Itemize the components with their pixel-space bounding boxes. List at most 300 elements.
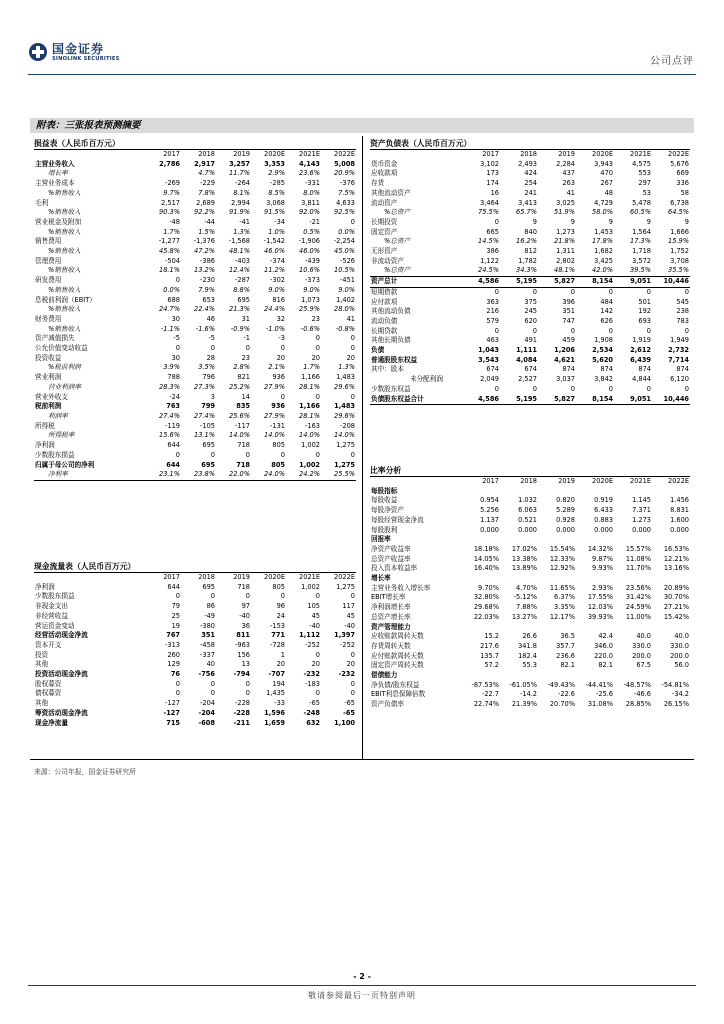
cell-value: 4,621 [554, 355, 575, 364]
cell-value: 13.16% [663, 564, 689, 573]
row-label: 主营业务成本 [35, 179, 75, 188]
cell-value: 1,002 [301, 441, 320, 450]
cell-value: 0 [175, 450, 180, 459]
cell-value: 31.42% [625, 593, 651, 602]
table-row [370, 652, 690, 662]
cell-value: -313 [165, 640, 180, 649]
cell-value: 1,483 [334, 402, 355, 411]
cell-value: 9.93% [592, 564, 613, 573]
cell-value: -40 [344, 621, 355, 630]
cell-empty [614, 623, 652, 633]
cell-value: 64.5% [668, 208, 689, 217]
cell-value: 5.289 [556, 506, 575, 515]
cell-value: 0 [350, 344, 355, 353]
cell-value: -1 [243, 334, 250, 343]
cell-value: 1.456 [670, 496, 689, 505]
cell-value: -131 [270, 421, 285, 430]
cell-value: 129 [167, 660, 180, 669]
cell-value: 644 [167, 582, 180, 591]
cell-value: 2.1% [268, 363, 285, 372]
cell-value: 4.70% [516, 583, 537, 592]
cell-value: 174 [486, 179, 499, 188]
header-blank [370, 150, 462, 160]
cell-value: 695 [201, 460, 215, 469]
cell-value: 32.80% [473, 593, 499, 602]
cell-value: 1,275 [334, 460, 355, 469]
row-label: 营业外收支 [35, 392, 68, 401]
cell-value: 12.33% [549, 554, 575, 563]
cell-value: 17.3% [630, 237, 651, 246]
row-label: 负债股东权益合计 [370, 395, 462, 405]
year-header: 2017 [163, 573, 180, 581]
cell-value: 0 [210, 679, 215, 688]
table-row [34, 631, 356, 641]
table-row [370, 287, 690, 297]
row-label: 现金净流量 [35, 718, 68, 727]
cell-value: 17.8% [592, 237, 613, 246]
cell-value: -229 [200, 179, 215, 188]
cell-value: -46.6 [633, 690, 651, 699]
cell-value: 718 [237, 582, 250, 591]
row-label: 债权募资 [35, 689, 62, 698]
cell-value: -756 [198, 670, 215, 679]
table-row [370, 555, 690, 565]
cell-value: 1,112 [299, 631, 320, 640]
cell-value: -458 [200, 640, 215, 649]
cell-value: 65.7% [516, 208, 537, 217]
cell-value: 0 [350, 592, 355, 601]
cell-value: 1,002 [301, 582, 320, 591]
cell-value: 2,612 [630, 346, 651, 355]
cell-value: 0 [315, 450, 320, 459]
cell-value: -153 [270, 621, 285, 630]
table-row [34, 160, 356, 170]
row-label: 营业利润 [35, 373, 62, 382]
cell-value: 21.3% [229, 305, 250, 314]
table-row [34, 257, 356, 267]
row-label: 回报率 [371, 535, 391, 544]
cell-value: 0 [350, 392, 355, 401]
cell-value: 1,453 [594, 227, 613, 236]
cell-value: 86 [206, 602, 215, 611]
row-label: 普通股股东权益 [371, 355, 418, 364]
cell-value: 217.6 [480, 641, 499, 650]
cell-value: -608 [198, 718, 215, 727]
cell-empty [500, 487, 538, 497]
cell-value: -65 [343, 708, 355, 717]
row-label: EBIT利息保障倍数 [371, 690, 426, 699]
cell-value: 14.0% [264, 431, 285, 440]
cell-value: 6,439 [630, 355, 651, 364]
row-label: 长期贷款 [371, 326, 398, 335]
cell-value: 579 [486, 316, 499, 325]
cell-value: 23.1% [146, 470, 181, 480]
table-row [34, 602, 356, 612]
cell-value: 1,718 [632, 247, 651, 256]
table-row [34, 315, 356, 325]
cell-value: -211 [233, 718, 250, 727]
cell-value: 6.063 [518, 506, 537, 515]
table-row [370, 603, 690, 613]
income-statement-title: 损益表（人民币百万元） [34, 138, 356, 150]
cell-value: 1,949 [670, 336, 689, 345]
cell-value: 0.883 [594, 515, 613, 524]
cell-value: 0 [315, 334, 320, 343]
cell-value: 1,166 [301, 373, 320, 382]
cell-value: -34 [274, 217, 285, 226]
row-label: 负债 [371, 346, 385, 355]
cell-value: 763 [166, 402, 180, 411]
cell-value: 3,543 [478, 355, 499, 364]
cell-value: 835 [236, 402, 250, 411]
cell-value: 357.7 [556, 641, 575, 650]
cell-value: 330.0 [632, 641, 651, 650]
cell-value: -248 [303, 708, 320, 717]
cell-value: 2.8% [233, 363, 250, 372]
table-row [370, 247, 690, 257]
table-row [370, 632, 690, 642]
cell-value: 788 [167, 373, 180, 382]
cell-value: 27.4% [159, 411, 180, 420]
row-label: 存货 [371, 179, 385, 188]
cell-value: 1,002 [299, 460, 320, 469]
cell-value: 10.6% [299, 266, 320, 275]
row-label: 非经营收益 [35, 611, 68, 620]
cell-value: 24.2% [286, 470, 321, 480]
cell-value: 200.0 [632, 651, 651, 660]
table-row [34, 422, 356, 432]
cell-value: 26.15% [663, 700, 689, 709]
cell-value: 1,043 [478, 346, 499, 355]
cell-value: 0 [280, 344, 285, 353]
header-blank [370, 477, 462, 487]
cell-value: 26.6 [522, 632, 537, 641]
table-row [34, 296, 356, 306]
cell-value: 1.0% [268, 227, 285, 236]
table-row [370, 336, 690, 346]
cell-value: 13.1% [194, 431, 215, 440]
cell-value: -33 [274, 699, 285, 708]
row-label: 净负债/股东权益 [371, 680, 420, 689]
cell-value: -228 [233, 708, 250, 717]
cell-value: 39.93% [587, 612, 613, 621]
year-header: 2022E [334, 150, 355, 158]
year-header: 2018 [520, 477, 537, 485]
cell-value: -232 [338, 670, 355, 679]
year-header: 2019 [233, 573, 250, 581]
cell-value: 805 [272, 441, 285, 450]
table-row [34, 402, 356, 412]
cell-value: 28 [206, 353, 215, 362]
row-label: 流动资产 [371, 198, 398, 207]
cell-value: 620 [524, 316, 537, 325]
table-row [34, 383, 356, 393]
cell-value: 14.0% [334, 431, 355, 440]
cell-value: 3,943 [594, 159, 613, 168]
cell-value: 40 [206, 660, 215, 669]
row-label: 归属于母公司的净利 [35, 460, 95, 469]
cell-value: 60.5% [630, 208, 651, 217]
cell-value: 14.5% [478, 237, 499, 246]
cell-value: 13.2% [194, 266, 215, 275]
cell-value: 67.5 [636, 661, 651, 670]
table-row [370, 179, 690, 189]
cell-value: -44.41% [585, 680, 613, 689]
year-header: 2019 [558, 150, 575, 158]
cell-value: 0 [175, 689, 180, 698]
cell-value: 30.70% [663, 593, 689, 602]
cell-value: -49.43% [547, 680, 575, 689]
cell-value: 5,478 [632, 198, 651, 207]
cell-value: 0 [245, 679, 250, 688]
cell-value: 3,353 [264, 159, 285, 168]
cell-value: 3,413 [518, 198, 537, 207]
cell-empty [538, 671, 576, 681]
cell-value: 644 [167, 441, 180, 450]
cell-value: 5,827 [538, 395, 576, 405]
cell-value: 42.0% [576, 266, 614, 276]
cell-value: 437 [562, 169, 575, 178]
cell-value: 0.000 [670, 525, 689, 534]
cell-value: 470 [600, 169, 613, 178]
year-header: 2020E [264, 150, 285, 158]
year-header: 2022E [668, 150, 689, 158]
section-heading-row [370, 535, 690, 545]
row-label: 营业税金及附加 [35, 217, 82, 226]
year-header: 2021E [299, 573, 320, 581]
cell-empty [614, 574, 652, 584]
year-header: 2020E [592, 477, 613, 485]
row-label: 所得税率 [48, 431, 75, 440]
cell-value: -44 [204, 217, 215, 226]
table-row [34, 169, 356, 179]
cell-value: 9.87% [592, 554, 613, 563]
row-label: 应收款项 [371, 169, 398, 178]
cell-value: 0.521 [518, 515, 537, 524]
cell-value: 669 [676, 169, 689, 178]
cell-value: 1,596 [264, 708, 285, 717]
cell-value: -1,542 [263, 237, 285, 246]
cell-empty [576, 671, 614, 681]
cell-value: 747 [562, 316, 575, 325]
cell-value: 96 [276, 602, 285, 611]
cell-value: -183 [305, 679, 320, 688]
cell-value: 7,714 [668, 355, 689, 364]
cell-value: 30 [171, 314, 180, 323]
cell-value: 19 [171, 621, 180, 630]
table-row [34, 680, 356, 690]
table-row [370, 545, 690, 555]
cell-value: 40.0 [674, 632, 689, 641]
cell-value: 3,708 [670, 256, 689, 265]
cell-value: 1.145 [632, 496, 651, 505]
cell-value: 245 [524, 307, 537, 316]
cell-value: 21.39% [511, 700, 537, 709]
cell-value: 0 [350, 689, 355, 698]
row-label: 净资产收益率 [371, 544, 411, 553]
table-row [370, 700, 690, 710]
cell-value: 0 [532, 287, 537, 296]
cell-value: 0.919 [594, 496, 613, 505]
cell-value: 10,446 [652, 277, 690, 288]
table-row [370, 375, 690, 385]
cell-empty [576, 535, 614, 545]
row-label: 增长率 [371, 574, 391, 583]
cell-value: -337 [200, 650, 215, 659]
cell-value: 20 [276, 660, 285, 669]
cell-value: -204 [198, 708, 215, 717]
table-bottom-rule [30, 759, 694, 760]
cell-value: 21.8% [554, 237, 575, 246]
cell-value: 156 [237, 650, 250, 659]
cell-value: 12.21% [663, 554, 689, 563]
cell-value: 11.7% [229, 169, 250, 178]
row-label: 其他 [35, 699, 49, 708]
table-row [34, 334, 356, 344]
cell-value: 626 [600, 316, 613, 325]
table-row [370, 690, 690, 700]
cell-value: 386 [486, 247, 499, 256]
row-label: EBIT增长率 [371, 593, 406, 602]
cell-value: 0 [494, 287, 499, 296]
cell-value: 0.5% [303, 227, 320, 236]
cell-value: -163 [305, 421, 320, 430]
cell-value: 7.88% [516, 603, 537, 612]
cell-value: 936 [272, 373, 285, 382]
cell-value: 11.2% [264, 266, 285, 275]
cell-value: -119 [165, 421, 180, 430]
cell-value: 192 [638, 307, 651, 316]
cell-value: 23.6% [299, 169, 320, 178]
cell-value: 11.65% [549, 583, 575, 592]
cell-value: 29.68% [473, 603, 499, 612]
cell-value: 2.93% [592, 583, 613, 592]
table-row [34, 247, 356, 257]
cell-value: 194 [272, 679, 285, 688]
cell-value: 9,051 [614, 395, 652, 405]
cell-empty [652, 574, 690, 584]
table-row [34, 431, 356, 441]
table-row [370, 160, 690, 170]
cell-value: 20.89% [663, 583, 689, 592]
row-label: 资产负债率 [371, 700, 404, 709]
cell-value: 3,425 [594, 256, 613, 265]
cell-value: 15.42% [663, 612, 689, 621]
cell-value: 351 [201, 631, 215, 640]
cell-value: 91.9% [229, 208, 250, 217]
table-row [370, 218, 690, 228]
table-row [370, 681, 690, 691]
cell-value: 9.0% [268, 285, 285, 294]
cell-value: 0 [608, 326, 613, 335]
cell-value: 16.2% [516, 237, 537, 246]
cell-value: 2,527 [518, 375, 537, 384]
cell-value: 15.57% [625, 544, 651, 553]
cell-value: 58.0% [592, 208, 613, 217]
cell-value: 0.000 [480, 525, 499, 534]
cell-value: -380 [200, 621, 215, 630]
ratio-analysis [370, 465, 690, 710]
cell-value: 216 [486, 307, 499, 316]
cell-value: 23.56% [625, 583, 651, 592]
row-label: 经营活动现金净流 [35, 631, 88, 640]
row-label: 营业利润率 [48, 382, 81, 391]
table-row [34, 592, 356, 602]
cell-value: 874 [638, 365, 651, 374]
cell-value: 0 [315, 344, 320, 353]
row-label: 资产总计 [370, 277, 462, 288]
cell-value: -228 [235, 699, 250, 708]
cell-value: 718 [237, 441, 250, 450]
table-row [370, 189, 690, 199]
cell-value: -127 [163, 708, 180, 717]
cell-value: -1,568 [228, 237, 250, 246]
cell-value: 0.000 [556, 525, 575, 534]
cell-value: 79 [171, 602, 180, 611]
cell-value: 0.928 [556, 515, 575, 524]
cell-value: 0 [175, 679, 180, 688]
cell-value: -24 [169, 392, 180, 401]
cell-value: 459 [562, 336, 575, 345]
row-label: 其他长期负债 [371, 336, 411, 345]
cell-value: 1,782 [518, 256, 537, 265]
cell-value: -386 [200, 256, 215, 265]
cell-value: 1,908 [594, 336, 613, 345]
cell-value: 3,572 [632, 256, 651, 265]
table-row [34, 670, 356, 680]
cell-value: 90.3% [159, 208, 180, 217]
cell-value: 0 [245, 450, 250, 459]
cell-value: 491 [524, 336, 537, 345]
cell-value: -526 [340, 256, 355, 265]
cell-value: 56.0 [674, 661, 689, 670]
cell-value: 46.0% [299, 247, 320, 256]
cell-value: 0 [315, 689, 320, 698]
cell-value: 0 [210, 344, 215, 353]
year-header: 2021E [299, 150, 320, 158]
cell-value: 375 [524, 297, 537, 306]
cell-value: 75.5% [478, 208, 499, 217]
cell-value: -65 [309, 699, 320, 708]
row-label: 所得税 [35, 421, 55, 430]
cell-value: -374 [270, 256, 285, 265]
cell-value: 424 [524, 169, 537, 178]
table-row [34, 179, 356, 189]
table-row [370, 593, 690, 603]
cell-value: 1,166 [299, 402, 320, 411]
cell-value: 4,143 [299, 159, 320, 168]
cell-value: 805 [271, 460, 285, 469]
cell-value: 42.4 [598, 632, 613, 641]
cell-value: 874 [676, 365, 689, 374]
cell-value: 15.6% [159, 431, 180, 440]
cell-value: 9.0% [303, 285, 320, 294]
cell-empty [462, 574, 500, 584]
cell-value: 0 [245, 592, 250, 601]
cell-value: 4,729 [594, 198, 613, 207]
row-label: 其中：股本 [371, 365, 404, 374]
table-row [34, 393, 356, 403]
table-row [34, 689, 356, 699]
cell-value: 5,620 [592, 355, 613, 364]
cell-value: 17.55% [587, 593, 613, 602]
cell-value: -40 [309, 621, 320, 630]
balance-sheet [370, 138, 690, 405]
cell-value: 25.2% [229, 382, 250, 391]
cell-value: 4,586 [462, 277, 500, 288]
table-row [34, 461, 356, 471]
cell-value: 665 [486, 227, 499, 236]
